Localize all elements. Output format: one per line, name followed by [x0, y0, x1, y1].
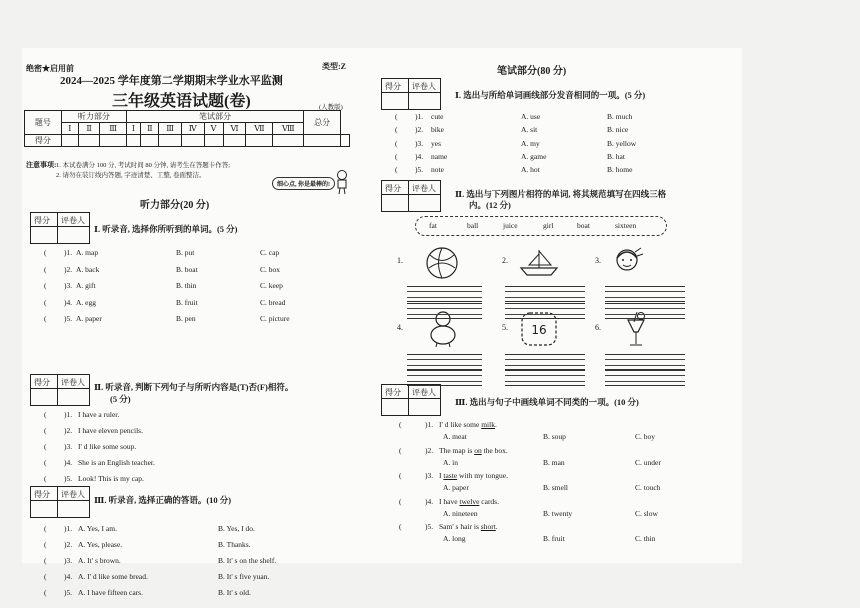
score-col: Ⅲ: [100, 123, 126, 135]
sentence: Look! This is my cap.: [78, 474, 144, 483]
option-b: B. thin: [176, 281, 197, 290]
question-sentence: [439, 471, 508, 480]
pic-num-1: 1.: [397, 256, 403, 265]
word-bank-item: ball: [467, 221, 479, 230]
question-number: )5.: [64, 588, 73, 597]
score-cell[interactable]: [204, 135, 223, 147]
note-2: 2. 请勿在装订线内答题, 字迹清楚、工整, 卷面整洁。: [56, 172, 206, 179]
option-a: A. paper: [76, 314, 102, 323]
option-b: B. fruit: [543, 534, 565, 543]
score-table-header: 题号: [25, 111, 62, 135]
student-icon: [334, 169, 350, 195]
answer-paren: (: [44, 297, 47, 307]
writing-lines[interactable]: [605, 370, 685, 386]
option-a: A. game: [521, 151, 547, 161]
sentence: I have a ruler.: [78, 410, 120, 419]
question-sentence: [439, 497, 499, 506]
question-number: )2.: [64, 540, 73, 549]
answer-paren: (: [44, 264, 47, 274]
grader-box: [30, 374, 90, 406]
underlined-word: milk: [481, 420, 495, 429]
answer-paren: (: [44, 248, 47, 257]
writing-lines[interactable]: [505, 370, 585, 386]
underlined-word: taste: [443, 471, 458, 480]
question-number: )4.: [425, 496, 434, 506]
question-sentence: [439, 522, 498, 531]
option-b: B. home: [607, 165, 633, 175]
option-b: B. much: [607, 112, 633, 121]
answer-paren: (: [399, 420, 402, 429]
answer-paren: (: [395, 151, 398, 161]
grader-name-label: 评卷人: [61, 216, 85, 225]
writing-lines[interactable]: [605, 354, 685, 370]
listening-s2-score: (5 分): [110, 394, 131, 404]
score-col: Ⅵ: [223, 123, 246, 135]
question-number: )2.: [415, 125, 424, 135]
pic-num-4: 4.: [397, 323, 403, 332]
question-number: )5.: [64, 474, 73, 483]
writing-lines[interactable]: [505, 354, 585, 370]
writing-lines[interactable]: [505, 286, 585, 302]
grader-name-label: 评卷人: [412, 82, 436, 91]
score-cell[interactable]: [141, 135, 159, 147]
notes-title: 注意事项:: [26, 161, 57, 169]
sentence: I' d like some soup.: [78, 442, 137, 451]
question-number: )1.: [64, 410, 73, 419]
boat-icon: [517, 248, 561, 276]
word-bank-item: fat: [429, 221, 437, 230]
question-number: )1.: [415, 112, 424, 121]
score-cell[interactable]: [126, 135, 140, 147]
writing-lines[interactable]: [407, 303, 482, 319]
score-col: Ⅷ: [273, 123, 304, 135]
grader-score-label: 得分: [385, 184, 401, 193]
sentence-post: cards.: [479, 496, 499, 506]
answer-paren: (: [399, 471, 402, 480]
score-col: Ⅰ: [61, 123, 78, 135]
listening-s1-title: Ⅰ. 听录音, 选择你所听到的单词。(5 分): [94, 224, 238, 234]
option-a: A. egg: [76, 297, 96, 307]
word-bank-item: sixteen: [615, 221, 637, 230]
grader-box: [30, 486, 90, 518]
score-col: Ⅴ: [204, 123, 223, 135]
written-s3-title: Ⅲ. 选出与句子中画线单词不同类的一项。(10 分): [455, 397, 639, 407]
option-a: A. map: [76, 248, 99, 257]
written-s2-title-1: Ⅱ. 选出与下列图片相符的单词, 将其规范填写在四线三格: [455, 189, 667, 199]
grader-score-label: 得分: [385, 82, 401, 91]
writing-lines[interactable]: [605, 286, 685, 302]
pic-num-6: 6.: [595, 323, 601, 332]
girl-icon: [609, 244, 645, 280]
option-b: B. hat: [607, 151, 625, 161]
option-a: A. hot: [521, 165, 540, 175]
option-c: C. slow: [635, 508, 658, 518]
question-number: )3.: [425, 471, 434, 480]
writing-lines[interactable]: [407, 286, 482, 302]
question-number: )3.: [415, 138, 424, 148]
ball-icon: [425, 246, 459, 280]
option-a: A. Yes, please.: [78, 540, 123, 549]
exam-sheet: [22, 48, 742, 597]
score-col: Ⅰ: [126, 123, 140, 135]
answer-paren: (: [395, 112, 398, 121]
listening-s3-title: Ⅲ. 听录音, 选择正确的答语。(10 分): [94, 495, 232, 505]
option-c: C. under: [635, 457, 661, 467]
grader-box: [381, 384, 441, 416]
option-c: C. boy: [635, 432, 656, 441]
pic-num-3: 3.: [595, 256, 601, 265]
option-c: C. thin: [635, 534, 656, 543]
writing-lines[interactable]: [407, 354, 482, 370]
option-a: A. nineteen: [443, 508, 478, 518]
sentence: I have eleven pencils.: [78, 426, 143, 435]
grader-score-label: 得分: [34, 490, 50, 499]
option-b: B. It' s five yuan.: [218, 572, 270, 581]
answer-paren: (: [44, 426, 47, 435]
grader-name-label: 评卷人: [61, 490, 85, 499]
grader-box: [381, 180, 441, 212]
note-1: 1. 本试卷满分 100 分, 考试时间 80 分钟, 请考生在答题卡作答;: [56, 162, 231, 169]
option-b: B. Thanks.: [218, 540, 251, 549]
sentence-pre: Sam' s hair is: [439, 522, 481, 531]
page-title: 三年级英语试题(卷): [112, 93, 251, 110]
grader-score-label: 得分: [34, 216, 50, 225]
question-number: )4.: [64, 458, 73, 467]
question-number: )5.: [425, 522, 434, 531]
sentence-pre: The map is: [439, 445, 475, 455]
word-bank-item: juice: [503, 221, 518, 230]
option-c: C. touch: [635, 483, 661, 492]
option-c: C. box: [260, 264, 281, 274]
given-word: yes: [431, 138, 441, 148]
score-cell[interactable]: [246, 135, 273, 147]
question-number: )5.: [415, 165, 424, 175]
answer-paren: (: [44, 588, 47, 597]
question-number: )3.: [64, 281, 73, 290]
grader-name-label: 评卷人: [412, 388, 436, 397]
answer-paren: (: [395, 165, 398, 175]
option-a: A. my: [521, 138, 540, 148]
option-c: C. picture: [260, 314, 290, 323]
given-word: note: [431, 165, 444, 175]
word-bank-item: girl: [543, 221, 554, 230]
answer-paren: (: [44, 524, 47, 533]
score-cell[interactable]: [304, 135, 341, 147]
option-b: B. fruit: [176, 297, 198, 307]
score-col: Ⅱ: [141, 123, 159, 135]
answer-paren: (: [44, 442, 47, 451]
sentence-post: .: [495, 522, 498, 531]
listening-title: 听力部分(20 分): [140, 200, 210, 211]
answer-paren: (: [399, 496, 402, 506]
question-number: )1.: [425, 420, 434, 429]
option-b: B. pen: [176, 314, 196, 323]
option-c: C. bread: [260, 297, 286, 307]
option-a: A. I' d like some bread.: [78, 572, 148, 581]
question-number: )2.: [64, 264, 73, 274]
sentence-post: .: [494, 420, 497, 429]
answer-paren: (: [44, 410, 47, 419]
grader-box: [381, 78, 441, 110]
option-b: B. It' s on the shelf.: [218, 556, 277, 565]
option-a: A. long: [443, 534, 466, 543]
question-sentence: [439, 446, 508, 455]
answer-paren: (: [399, 445, 402, 455]
option-b: B. boat: [176, 264, 198, 274]
score-cell[interactable]: [273, 135, 304, 147]
answer-paren: (: [44, 540, 47, 549]
option-a: A. back: [76, 264, 100, 274]
sentence-pre: I: [439, 471, 444, 480]
score-table: [24, 110, 350, 147]
score-cell[interactable]: [100, 135, 126, 147]
question-number: )3.: [64, 442, 73, 451]
score-col: Ⅲ: [159, 123, 181, 135]
given-word: bike: [431, 125, 444, 135]
option-b: B. It' s old.: [218, 588, 251, 597]
score-table-written: 笔试部分: [126, 111, 303, 123]
grader-score-label: 得分: [34, 378, 50, 387]
grader-score-label: 得分: [385, 388, 401, 397]
answer-paren: (: [395, 138, 398, 148]
score-cell[interactable]: [159, 135, 181, 147]
score-col: Ⅱ: [78, 123, 100, 135]
sentence-pre: I have: [439, 496, 460, 506]
grader-name-label: 评卷人: [61, 378, 85, 387]
svg-text:16: 16: [531, 323, 547, 337]
question-number: )5.: [64, 314, 73, 323]
score-cell[interactable]: [61, 135, 78, 147]
question-sentence: [439, 420, 497, 429]
option-b: B. put: [176, 248, 195, 257]
question-number: )1.: [64, 248, 73, 257]
option-b: B. yellow: [607, 138, 637, 148]
sentence-post: with my tongue.: [457, 471, 508, 480]
option-b: B. twenty: [543, 508, 573, 518]
exam-line: 2024—2025 学年度第二学期期末学业水平监测: [60, 75, 283, 87]
grader-name-label: 评卷人: [412, 184, 436, 193]
given-word: name: [431, 151, 448, 161]
writing-lines[interactable]: [605, 303, 685, 319]
answer-paren: (: [44, 474, 47, 483]
underlined-word: on: [474, 445, 482, 455]
option-b: B. man: [543, 457, 565, 467]
score-col: Ⅳ: [181, 123, 204, 135]
written-s1-title: Ⅰ. 选出与所给单词画线部分发音相同的一项。(5 分): [455, 90, 646, 100]
question-number: )3.: [64, 556, 73, 565]
score-cell[interactable]: [341, 135, 350, 147]
option-a: A. in: [443, 457, 458, 467]
option-b: B. Yes, I do.: [218, 524, 255, 533]
answer-paren: (: [399, 522, 402, 531]
written-title: 笔试部分(80 分): [497, 66, 567, 77]
given-word: cute: [431, 112, 444, 121]
answer-paren: (: [44, 281, 47, 290]
pic-num-5: 5.: [502, 323, 508, 332]
answer-paren: (: [395, 125, 398, 135]
option-b: B. soup: [543, 432, 566, 441]
edition-label: (人教版): [319, 104, 343, 111]
option-a: A. sit: [521, 125, 538, 135]
sentence-post: the box.: [481, 445, 508, 455]
option-a: A. I have fifteen cars.: [78, 588, 143, 597]
score-cell[interactable]: [78, 135, 100, 147]
score-cell[interactable]: [181, 135, 204, 147]
question-number: )2.: [64, 426, 73, 435]
option-a: A. meat: [443, 432, 467, 441]
option-b: B. smell: [543, 483, 569, 492]
answer-paren: (: [44, 314, 47, 323]
underlined-word: twelve: [459, 496, 480, 506]
encouragement-bubble: 细心点, 你是最棒的!: [272, 177, 335, 190]
option-c: C. cap: [260, 248, 280, 257]
question-number: )1.: [64, 524, 73, 533]
score-row-label: 得分: [25, 135, 62, 147]
underlined-word: short: [480, 522, 496, 531]
type-label: 类型:Z: [322, 62, 346, 71]
score-table-total: 总分: [304, 111, 341, 135]
option-b: B. nice: [607, 125, 629, 135]
score-col: Ⅶ: [246, 123, 273, 135]
score-table-listening: 听力部分: [61, 111, 126, 123]
writing-lines[interactable]: [505, 303, 585, 319]
option-a: A. Yes, I am.: [78, 524, 117, 533]
pic-num-2: 2.: [502, 256, 508, 265]
score-cell[interactable]: [223, 135, 246, 147]
option-a: A. It' s brown.: [78, 556, 121, 565]
answer-paren: (: [44, 572, 47, 581]
option-a: A. use: [521, 112, 541, 121]
question-number: )4.: [64, 572, 73, 581]
question-number: )4.: [415, 151, 424, 161]
grader-box: [30, 212, 90, 244]
sentence-pre: I' d like some: [439, 420, 482, 429]
written-s2-title-2: 内。(12 分): [469, 200, 511, 210]
question-number: )2.: [425, 445, 434, 455]
answer-paren: (: [44, 458, 47, 467]
secret-label: 绝密★启用前: [26, 64, 74, 73]
question-number: )4.: [64, 297, 73, 307]
answer-paren: (: [44, 556, 47, 565]
option-a: A. gift: [76, 281, 96, 290]
listening-s2-title: Ⅱ. 听录音, 判断下列句子与所听内容是(T)否(F)相符。: [94, 382, 294, 392]
sentence: She is an English teacher.: [78, 458, 155, 467]
option-a: A. paper: [443, 483, 469, 492]
option-c: C. keep: [260, 281, 283, 290]
word-bank-item: boat: [577, 221, 590, 230]
